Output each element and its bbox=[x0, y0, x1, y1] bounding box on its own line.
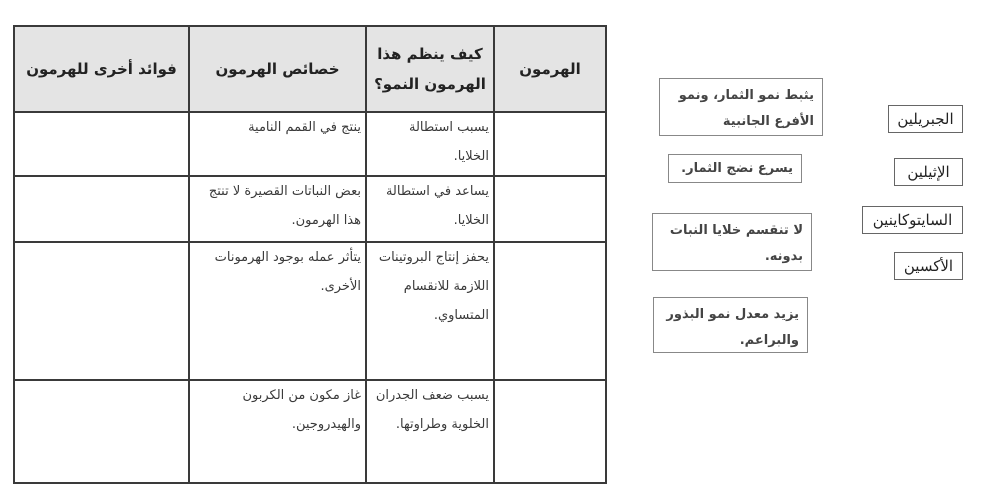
hormone-answer-cell[interactable] bbox=[494, 112, 606, 176]
hormone-card-cytokinin[interactable]: السايتوكاينين bbox=[862, 206, 963, 234]
hormone-card-ethylene[interactable]: الإثيلين bbox=[894, 158, 963, 186]
hormone-answer-cell[interactable] bbox=[494, 380, 606, 483]
properties-cell: غاز مكون من الكربون والهيدروجين. bbox=[189, 380, 366, 483]
hormone-answer-cell[interactable] bbox=[494, 242, 606, 380]
header-regulation: كيف ينظم هذا الهرمون النمو؟ bbox=[366, 26, 494, 112]
table-row bbox=[14, 242, 606, 380]
header-properties: خصائص الهرمون bbox=[189, 26, 366, 112]
hormone-card-auxin[interactable]: الأكسين bbox=[894, 252, 963, 280]
hormones-table bbox=[13, 25, 607, 484]
definition-card-inhibits-growth[interactable]: يثبط نمو الثمار، ونمو الأفرع الجانبية bbox=[659, 78, 823, 136]
benefits-answer-cell[interactable] bbox=[14, 380, 189, 483]
table-row bbox=[14, 176, 606, 242]
regulation-cell: يسبب استطالة الخلايا. bbox=[366, 112, 494, 176]
table-header-row bbox=[14, 26, 606, 112]
benefits-answer-cell[interactable] bbox=[14, 242, 189, 380]
hormone-answer-cell[interactable] bbox=[494, 176, 606, 242]
regulation-cell: يساعد في استطالة الخلايا. bbox=[366, 176, 494, 242]
header-hormone: الهرمون bbox=[494, 26, 606, 112]
properties-cell: بعض النباتات القصيرة لا تنتج هذا الهرمون. bbox=[189, 176, 366, 242]
definition-card-fruit-ripening[interactable]: يسرع نضج الثمار. bbox=[668, 154, 802, 183]
table-row bbox=[14, 380, 606, 483]
regulation-cell: يسبب ضعف الجدران الخلوية وطراوتها. bbox=[366, 380, 494, 483]
regulation-cell: يحفز إنتاج البروتينات اللازمة للانقسام المتساوي. bbox=[366, 242, 494, 380]
header-benefits: فوائد أخرى للهرمون bbox=[14, 26, 189, 112]
table-row bbox=[14, 112, 606, 176]
properties-cell: ينتج في القمم النامية bbox=[189, 112, 366, 176]
hormone-card-gibberellin[interactable]: الجبريلين bbox=[888, 105, 963, 133]
benefits-answer-cell[interactable] bbox=[14, 112, 189, 176]
benefits-answer-cell[interactable] bbox=[14, 176, 189, 242]
definition-card-seed-growth[interactable]: يزيد معدل نمو البذور والبراعم. bbox=[653, 297, 808, 353]
definition-card-cell-division[interactable]: لا تنقسم خلايا النبات بدونه. bbox=[652, 213, 812, 271]
properties-cell: يتأثر عمله بوجود الهرمونات الأخرى. bbox=[189, 242, 366, 380]
